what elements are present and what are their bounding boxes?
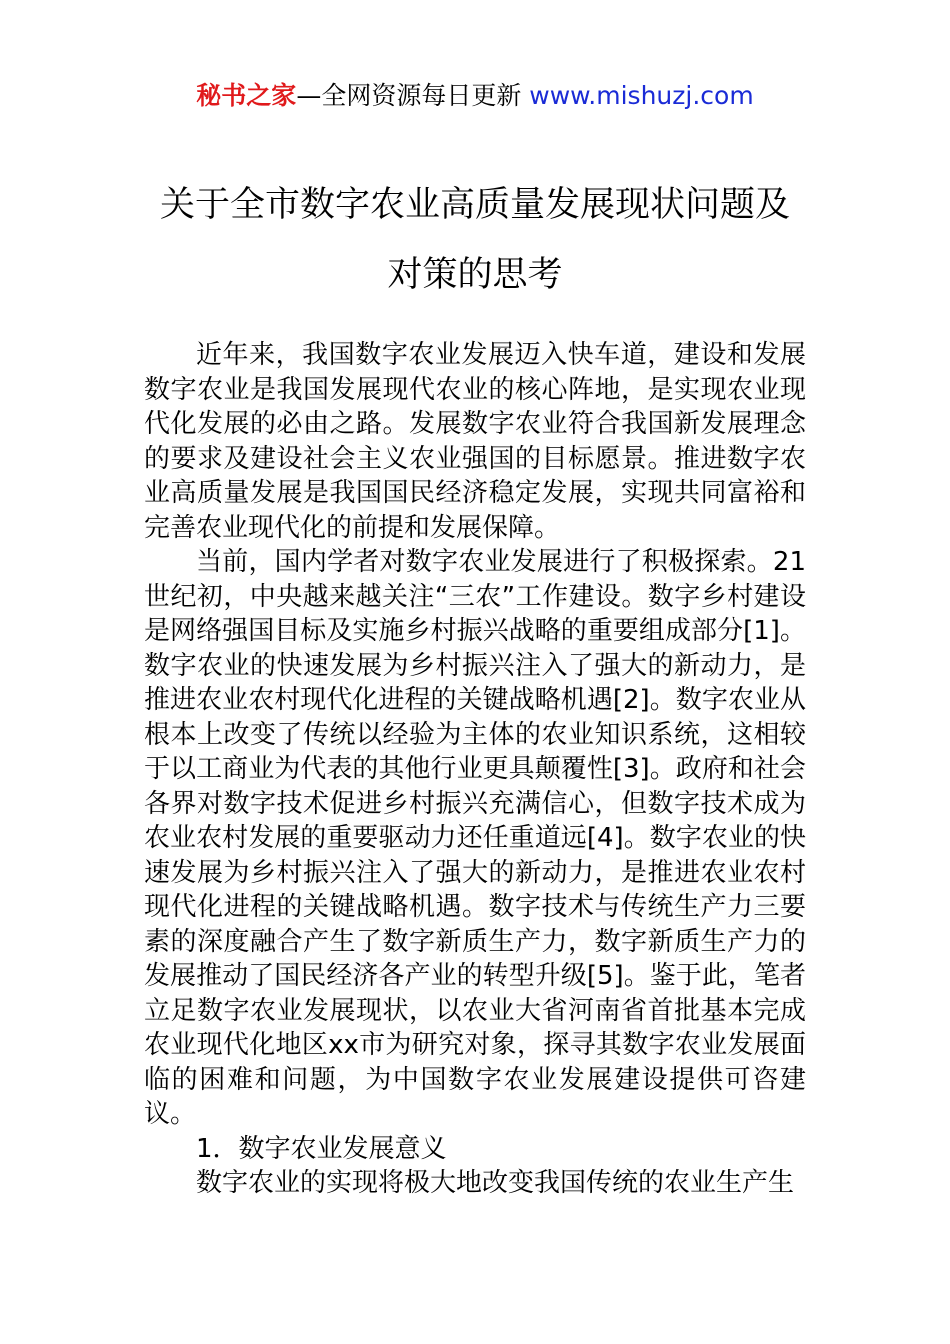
header-tagline: —全网资源每日更新: [296, 81, 530, 110]
paragraph-research: 当前，国内学者对数字农业发展进行了积极探索。21世纪初，中央越来越关注“三农”工作建设。数字乡村建设是网络强国目标及实施乡村振兴战略的重要组成部分[1]。数字农业的快速发展为乡村振兴注入了强大的新动力，是推进农业农村现代化进程的关键战略机遇[2]。数字农业从根本上改变了传统以经验为主体的农业知识系统，这相较于以工商业为代表的其他行业更具颠覆性[3]。政府和社会各界对数字技术促进乡村振兴充满信心，但数字技术成为农业农村发展的重要驱动力还任重道远[4]。数字农业的快速发展为乡村振兴注入了强大的新动力，是推进农业农村现代化进程的关键战略机遇。数字技术与传统生产力三要素的深度融合产生了数字新质生产力，数字新质生产力的发展推动了国民经济各产业的转型升级[5]。鉴于此，笔者立足数字农业发展现状，以农业大省河南省首批基本完成农业现代化地区xx市为研究对象，探寻其数字农业发展面临的困难和问题，为中国数字农业发展建设提供可咨建议。: [144, 547, 806, 1129]
site-header: [0, 80, 950, 112]
brand-name: 秘书之家: [196, 81, 297, 110]
title-line-2: 对策的思考: [387, 255, 563, 295]
site-url[interactable]: www.mishuzj.com: [529, 81, 754, 110]
document-title: [0, 170, 950, 310]
paragraph-section-1: 数字农业的实现将极大地改变我国传统的农业生产生: [196, 1168, 795, 1198]
section-heading-1: 1．数字农业发展意义: [196, 1133, 447, 1164]
document-body: [144, 338, 806, 1201]
title-line-1: 关于全市数字农业高质量发展现状问题及: [159, 185, 790, 225]
paragraph-intro: 近年来，我国数字农业发展迈入快车道，建设和发展数字农业是我国发展现代农业的核心阵地，是实现农业现代化发展的必由之路。发展数字农业符合我国新发展理念的要求及建设社会主义农业强国的目标愿景。推进数字农业高质量发展是我国国民经济稳定发展，实现共同富裕和完善农业现代化的前提和发展保障。: [144, 340, 806, 543]
